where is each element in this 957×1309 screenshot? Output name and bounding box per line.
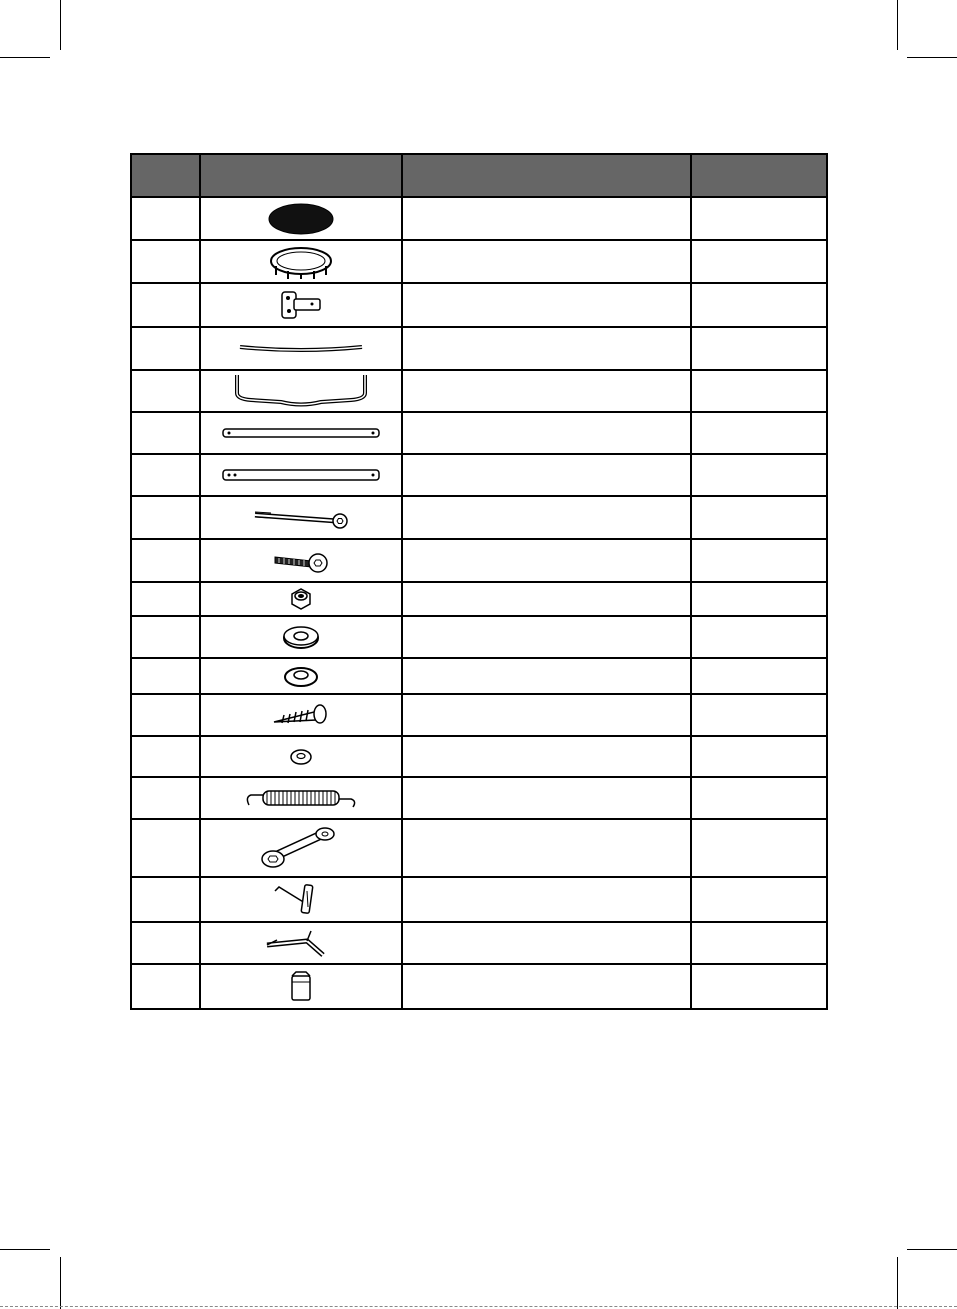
cell-qty bbox=[691, 694, 827, 736]
table-row bbox=[131, 496, 827, 539]
small-washer-icon bbox=[288, 746, 314, 766]
cell-no bbox=[131, 283, 200, 327]
cell-no bbox=[131, 539, 200, 582]
cell-description bbox=[402, 412, 691, 454]
table-row bbox=[131, 922, 827, 964]
t-connector-icon bbox=[276, 288, 326, 322]
cell-description bbox=[402, 283, 691, 327]
cell-description bbox=[402, 370, 691, 412]
cell-no bbox=[131, 819, 200, 877]
cell-no bbox=[131, 582, 200, 616]
cell-description bbox=[402, 877, 691, 922]
crop-mark-bottom-right-h bbox=[907, 1249, 957, 1250]
long-bolt-icon bbox=[251, 507, 351, 529]
cell-qty bbox=[691, 454, 827, 496]
short-bolt-icon bbox=[271, 549, 331, 573]
cell-description bbox=[402, 694, 691, 736]
cell-qty bbox=[691, 370, 827, 412]
table-row bbox=[131, 539, 827, 582]
cell-qty bbox=[691, 327, 827, 370]
cell-description bbox=[402, 327, 691, 370]
wood-screw-icon bbox=[270, 702, 332, 728]
cell-description bbox=[402, 240, 691, 283]
cell-no bbox=[131, 412, 200, 454]
cell-description bbox=[402, 496, 691, 539]
header-qty bbox=[691, 154, 827, 197]
cell-qty bbox=[691, 240, 827, 283]
cell-qty bbox=[691, 777, 827, 819]
table-row bbox=[131, 412, 827, 454]
header-part bbox=[200, 154, 402, 197]
mat-icon bbox=[266, 202, 336, 236]
table-row bbox=[131, 370, 827, 412]
header-description bbox=[402, 154, 691, 197]
cell-description bbox=[402, 658, 691, 694]
parts-list-table bbox=[130, 153, 828, 1010]
cell-no bbox=[131, 496, 200, 539]
cell-description bbox=[402, 539, 691, 582]
cell-no bbox=[131, 877, 200, 922]
cell-qty bbox=[691, 658, 827, 694]
crop-mark-bottom-left-h bbox=[0, 1249, 50, 1250]
crop-mark-top-left-v bbox=[60, 0, 61, 50]
crop-mark-top-left-h bbox=[0, 57, 50, 58]
u-leg-icon bbox=[231, 373, 371, 409]
header-no bbox=[131, 154, 200, 197]
cell-no bbox=[131, 736, 200, 777]
table-row bbox=[131, 240, 827, 283]
curved-washer-icon bbox=[281, 663, 321, 689]
table-row bbox=[131, 736, 827, 777]
cell-description bbox=[402, 736, 691, 777]
straight-tube-two-holes-icon bbox=[221, 467, 381, 483]
cell-qty bbox=[691, 736, 827, 777]
flat-washer-icon bbox=[281, 623, 321, 651]
table-row bbox=[131, 327, 827, 370]
table-row bbox=[131, 197, 827, 240]
cell-no bbox=[131, 694, 200, 736]
table-row bbox=[131, 877, 827, 922]
cell-description bbox=[402, 582, 691, 616]
table-row bbox=[131, 819, 827, 877]
cell-qty bbox=[691, 964, 827, 1009]
cell-qty bbox=[691, 283, 827, 327]
table-row bbox=[131, 777, 827, 819]
cell-no bbox=[131, 777, 200, 819]
table-row bbox=[131, 694, 827, 736]
cell-description bbox=[402, 964, 691, 1009]
cell-no bbox=[131, 327, 200, 370]
bottom-trim-line bbox=[0, 1306, 957, 1307]
wrench-icon bbox=[259, 825, 343, 871]
cell-qty bbox=[691, 412, 827, 454]
table-row bbox=[131, 454, 827, 496]
cell-qty bbox=[691, 877, 827, 922]
frame-with-springs-icon bbox=[266, 244, 336, 280]
cell-description bbox=[402, 454, 691, 496]
cell-no bbox=[131, 197, 200, 240]
cell-description bbox=[402, 819, 691, 877]
cell-qty bbox=[691, 922, 827, 964]
crop-mark-top-right-h bbox=[907, 57, 957, 58]
curved-frame-tube-icon bbox=[238, 342, 364, 356]
allen-key-icon bbox=[263, 927, 339, 959]
cell-qty bbox=[691, 582, 827, 616]
cell-no bbox=[131, 240, 200, 283]
cell-qty bbox=[691, 616, 827, 657]
crop-mark-top-right-v bbox=[897, 0, 898, 50]
cell-description bbox=[402, 777, 691, 819]
table-row bbox=[131, 283, 827, 327]
cell-description bbox=[402, 197, 691, 240]
crop-mark-bottom-right-v bbox=[897, 1257, 898, 1309]
cell-qty bbox=[691, 819, 827, 877]
cell-description bbox=[402, 616, 691, 657]
cell-no bbox=[131, 964, 200, 1009]
cell-no bbox=[131, 454, 200, 496]
table-row bbox=[131, 964, 827, 1009]
crop-mark-bottom-left-v bbox=[60, 1257, 61, 1309]
table-row bbox=[131, 658, 827, 694]
cell-no bbox=[131, 616, 200, 657]
table-row bbox=[131, 616, 827, 657]
end-cap-icon bbox=[286, 968, 316, 1004]
straight-tube-icon bbox=[221, 426, 381, 440]
cell-description bbox=[402, 922, 691, 964]
cell-qty bbox=[691, 197, 827, 240]
spring-icon bbox=[243, 785, 359, 811]
lock-nut-icon bbox=[288, 586, 314, 612]
table-row bbox=[131, 582, 827, 616]
spring-hook-tool-icon bbox=[271, 881, 331, 917]
cell-qty bbox=[691, 496, 827, 539]
cell-qty bbox=[691, 539, 827, 582]
cell-no bbox=[131, 370, 200, 412]
table-header-row bbox=[131, 154, 827, 197]
cell-no bbox=[131, 658, 200, 694]
cell-no bbox=[131, 922, 200, 964]
